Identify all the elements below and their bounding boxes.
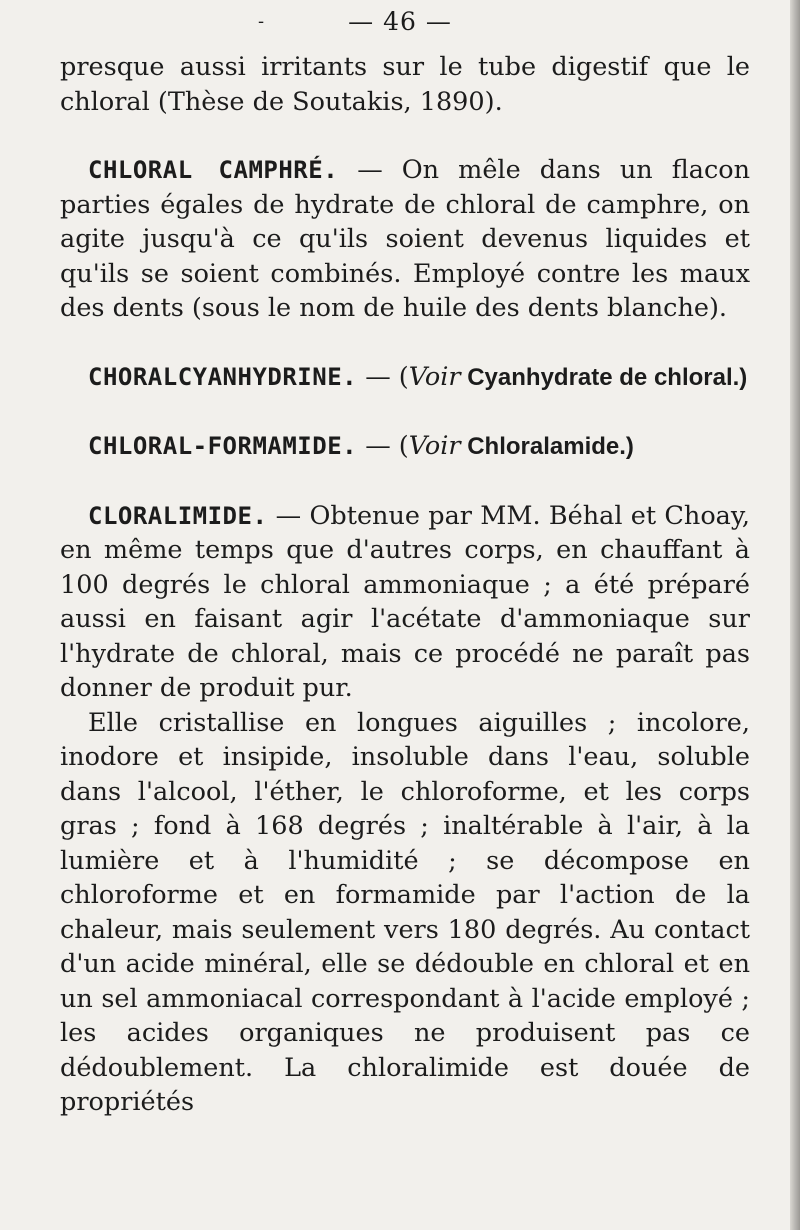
voir-label: Voir	[408, 361, 461, 392]
entry-cloralimide	[60, 499, 750, 706]
page-header	[0, 2, 800, 42]
voir-label: Voir	[408, 431, 461, 461]
entry-text: Obtenue par MM. Béhal et Choay, en même temps que d'autres corps, en chauffant à 100 degrés le chloral ammoniaque ; a été préparé aussi en faisant agir l'acétate d'ammoniaque sur l'hydrate de chloral, mais ce procédé ne paraît pas donner de produit pur.	[60, 500, 751, 703]
entry-dash: — (	[357, 431, 409, 461]
paragraph-continuation	[60, 50, 750, 119]
entry-heading: CHLORAL-FORMAMIDE.	[88, 432, 358, 460]
entry-heading: CHLORAL CAMPHRÉ.	[88, 156, 339, 184]
header-mark: -	[258, 11, 266, 32]
paragraph-properties	[60, 706, 750, 1120]
entry-text: Elle cristallise en longues aiguilles ; incolore, inodore et insipide, insoluble dans l'eau, soluble dans l'alcool, l'éther, le chloroforme, et les corps gras ; fond à 168 degrés ; inaltérable à l'air, à la lumière et à l'humidité ; se décompose en chloroforme et en formamide par l'action de la chaleur, mais seulement vers 180 degrés. Au contact d'un acide minéral, elle se dédouble en chloral et en un sel ammoniacal correspondant à l'acide employé ; les acides organiques ne produisent pas ce dédoublement. La chloralimide est douée de propriétés	[60, 707, 750, 1117]
page-number: — 46 —	[348, 7, 452, 36]
text-line: chloral (Thèse de Soutakis, 1890).	[60, 86, 503, 117]
entry-dash: — (	[357, 361, 409, 392]
entry-chloral-formamide	[60, 429, 750, 465]
entry-heading: CHORALCYANHYDRINE.	[88, 362, 358, 391]
page-body	[60, 50, 750, 1120]
entry-dash: —	[267, 500, 310, 531]
cross-reference: Chloralamide.)	[460, 433, 634, 460]
entry-heading: CLORALIMIDE.	[88, 501, 268, 530]
text-line: presque aussi irritants sur le tube digestif que le	[60, 52, 750, 82]
entry-dash: —	[338, 155, 402, 185]
cross-reference: Cyanhydrate de chloral.)	[460, 363, 748, 391]
entry-text: On mêle dans un flacon parties égales de hydrate de chloral de camphre, on agite jusqu'à ce qu'ils soient devenus liquides et qu'ils se soient combinés. Employé contre les maux des dents (sous le nom de huile des dents blanche).	[60, 155, 750, 323]
page-edge-shadow	[790, 0, 800, 1230]
entry-choralcyanhydrine	[60, 360, 750, 396]
entry-chloral-camphre	[60, 153, 750, 326]
